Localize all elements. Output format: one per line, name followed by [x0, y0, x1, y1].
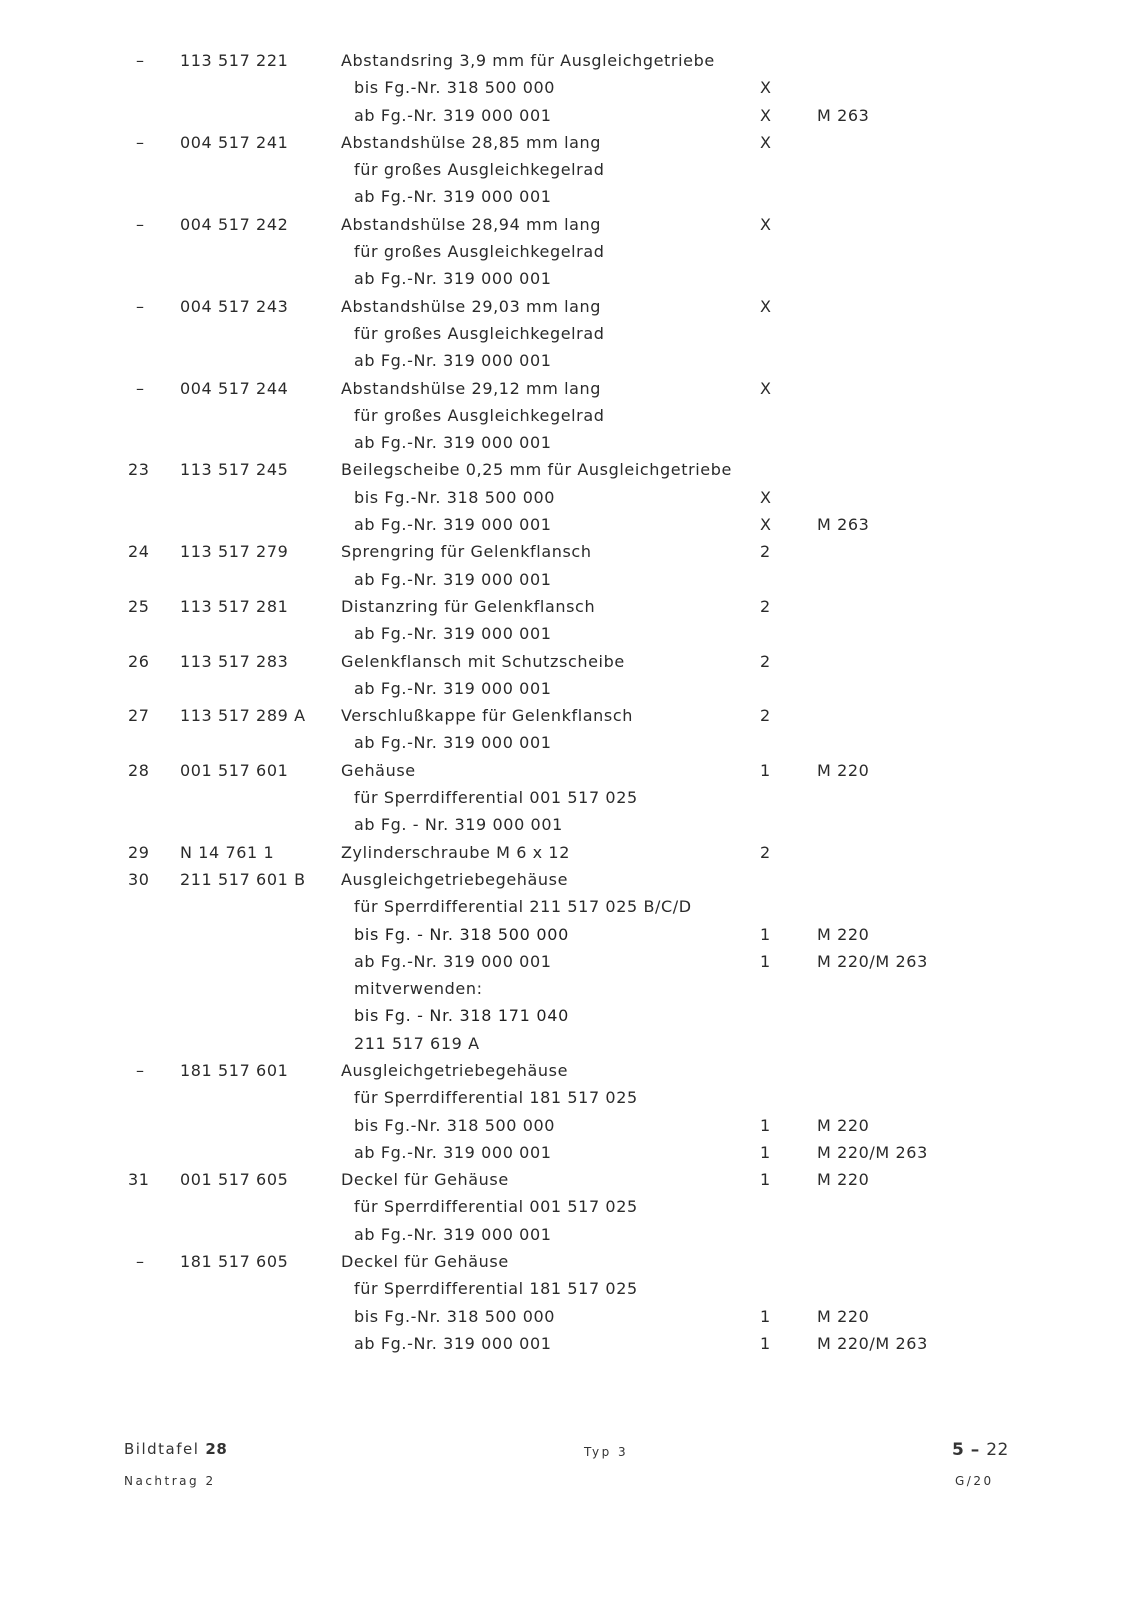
table-row — [0, 1249, 1136, 1276]
remark: M 220 — [817, 1306, 870, 1326]
quantity: 1 — [760, 760, 771, 780]
table-row — [0, 485, 1136, 512]
part-number: 004 517 242 — [180, 214, 289, 234]
table-row — [0, 266, 1136, 293]
position-number: 31 — [128, 1170, 150, 1190]
description: ab Fg.-Nr. 319 000 001 — [354, 951, 552, 971]
part-number: 113 517 283 — [180, 651, 289, 671]
table-row — [0, 649, 1136, 676]
position-number: – — [136, 296, 145, 316]
position-number: 25 — [128, 596, 150, 616]
bildtafel-number: 28 — [205, 1440, 228, 1458]
page-number: 22 — [986, 1440, 1009, 1460]
bildtafel-label: Bildtafel — [124, 1440, 200, 1458]
table-row — [0, 894, 1136, 921]
table-row — [0, 621, 1136, 648]
part-number: 004 517 244 — [180, 378, 289, 398]
position-number: – — [136, 51, 145, 70]
table-row — [0, 539, 1136, 566]
table-row — [0, 922, 1136, 949]
part-number: 113 517 281 — [180, 596, 289, 616]
table-row — [0, 1276, 1136, 1303]
description: für großes Ausgleichkegelrad — [354, 242, 605, 262]
description: ab Fg.-Nr. 319 000 001 — [354, 1224, 552, 1244]
footer-bildtafel — [124, 1440, 227, 1458]
table-row — [0, 1140, 1136, 1167]
description: bis Fg.-Nr. 318 500 000 — [354, 487, 556, 507]
description: ab Fg.-Nr. 319 000 001 — [354, 105, 552, 125]
description: ab Fg.-Nr. 319 000 001 — [354, 624, 552, 644]
description: Gelenkflansch mit Schutzscheibe — [341, 651, 625, 671]
table-row — [0, 239, 1136, 266]
table-row — [0, 103, 1136, 130]
table-row — [0, 430, 1136, 457]
quantity: 1 — [760, 1306, 771, 1326]
quantity: 2 — [760, 651, 771, 671]
quantity: 1 — [760, 1115, 771, 1135]
quantity: 2 — [760, 542, 771, 562]
description: bis Fg. - Nr. 318 500 000 — [354, 924, 569, 944]
table-row — [0, 512, 1136, 539]
remark: M 220/M 263 — [817, 1333, 928, 1353]
description: ab Fg.-Nr. 319 000 001 — [354, 678, 552, 698]
table-row — [0, 48, 1136, 75]
table-row — [0, 1058, 1136, 1085]
table-row — [0, 1194, 1136, 1221]
table-row — [0, 1222, 1136, 1249]
quantity: 1 — [760, 1333, 771, 1353]
position-number: 30 — [128, 869, 150, 889]
description: bis Fg.-Nr. 318 500 000 — [354, 1306, 556, 1326]
part-number: 211 517 601 B — [180, 869, 306, 889]
table-row — [0, 976, 1136, 1003]
table-row — [0, 130, 1136, 157]
description: ab Fg.-Nr. 319 000 001 — [354, 569, 552, 589]
part-number: N 14 761 1 — [180, 842, 275, 862]
position-number: 28 — [128, 760, 150, 780]
table-row — [0, 703, 1136, 730]
table-row — [0, 212, 1136, 239]
quantity: X — [760, 214, 772, 234]
table-row — [0, 1085, 1136, 1112]
description: für Sperrdifferential 181 517 025 — [354, 1279, 638, 1299]
description: bis Fg.-Nr. 318 500 000 — [354, 78, 556, 98]
table-row — [0, 321, 1136, 348]
page-separator: – — [970, 1440, 980, 1460]
part-number: 113 517 245 — [180, 460, 289, 480]
part-number: 004 517 241 — [180, 132, 289, 152]
table-row — [0, 403, 1136, 430]
position-number: – — [136, 378, 145, 398]
table-row — [0, 1113, 1136, 1140]
footer-nachtrag: Nachtrag 2 — [124, 1474, 216, 1488]
part-number: 001 517 605 — [180, 1170, 289, 1190]
description: Deckel für Gehäuse — [341, 1170, 509, 1190]
description: Sprengring für Gelenkflansch — [341, 542, 592, 562]
table-row — [0, 730, 1136, 757]
quantity: X — [760, 487, 772, 507]
table-row — [0, 184, 1136, 211]
position-number: – — [136, 1060, 145, 1080]
description: für großes Ausgleichkegelrad — [354, 160, 605, 180]
table-row — [0, 1031, 1136, 1058]
position-number: – — [136, 132, 145, 152]
remark: M 220/M 263 — [817, 1142, 928, 1162]
table-row — [0, 348, 1136, 375]
page-section: 5 — [952, 1440, 965, 1460]
table-row — [0, 758, 1136, 785]
description: Distanzring für Gelenkflansch — [341, 596, 596, 616]
description: für großes Ausgleichkegelrad — [354, 405, 605, 425]
description: Gehäuse — [341, 760, 416, 780]
description: für Sperrdifferential 001 517 025 — [354, 788, 638, 808]
quantity: 1 — [760, 924, 771, 944]
description: Ausgleichgetriebegehäuse — [341, 869, 569, 889]
part-number: 001 517 601 — [180, 760, 289, 780]
position-number: 24 — [128, 542, 150, 562]
table-row — [0, 840, 1136, 867]
footer-code: G/20 — [955, 1474, 994, 1488]
description: ab Fg.-Nr. 319 000 001 — [354, 733, 552, 753]
description: für Sperrdifferential 211 517 025 B/C/D — [354, 897, 692, 917]
description: Verschlußkappe für Gelenkflansch — [341, 706, 633, 726]
description: Ausgleichgetriebegehäuse — [341, 1060, 569, 1080]
table-row — [0, 812, 1136, 839]
description: Abstandshülse 29,03 mm lang — [341, 296, 602, 316]
table-row — [0, 676, 1136, 703]
description: ab Fg.-Nr. 319 000 001 — [354, 269, 552, 289]
table-row — [0, 457, 1136, 484]
quantity: 2 — [760, 706, 771, 726]
position-number: – — [136, 214, 145, 234]
description: ab Fg.-Nr. 319 000 001 — [354, 515, 552, 535]
table-row — [0, 1331, 1136, 1358]
table-row — [0, 376, 1136, 403]
quantity: X — [760, 378, 772, 398]
remark: M 263 — [817, 105, 870, 125]
position-number: 26 — [128, 651, 150, 671]
remark: M 220 — [817, 1115, 870, 1135]
quantity: X — [760, 78, 772, 98]
table-row — [0, 867, 1136, 894]
position-number: 27 — [128, 706, 150, 726]
description: für Sperrdifferential 001 517 025 — [354, 1197, 638, 1217]
description: Zylinderschraube M 6 x 12 — [341, 842, 570, 862]
table-row — [0, 75, 1136, 102]
quantity: 2 — [760, 596, 771, 616]
remark: M 263 — [817, 515, 870, 535]
footer-page-number — [952, 1440, 1009, 1460]
quantity: 1 — [760, 951, 771, 971]
table-row — [0, 1167, 1136, 1194]
quantity: X — [760, 296, 772, 316]
part-number: 113 517 279 — [180, 542, 289, 562]
parts-table — [0, 48, 1136, 1358]
description: bis Fg. - Nr. 318 171 040 — [354, 1006, 569, 1026]
description: für Sperrdifferential 181 517 025 — [354, 1088, 638, 1108]
table-row — [0, 1304, 1136, 1331]
description: Deckel für Gehäuse — [341, 1252, 509, 1272]
position-number: 23 — [128, 460, 150, 480]
table-row — [0, 594, 1136, 621]
quantity: X — [760, 132, 772, 152]
description: Abstandshülse 28,85 mm lang — [341, 132, 602, 152]
description: Beilegscheibe 0,25 mm für Ausgleichgetriebe — [341, 460, 732, 480]
description: Abstandshülse 29,12 mm lang — [341, 378, 602, 398]
remark: M 220/M 263 — [817, 951, 928, 971]
description: für großes Ausgleichkegelrad — [354, 323, 605, 343]
quantity: X — [760, 105, 772, 125]
remark: M 220 — [817, 924, 870, 944]
position-number: – — [136, 1252, 145, 1272]
table-row — [0, 949, 1136, 976]
description: mitverwenden: — [354, 979, 483, 999]
part-number: 004 517 243 — [180, 296, 289, 316]
remark: M 220 — [817, 1170, 870, 1190]
part-number: 113 517 289 A — [180, 706, 306, 726]
quantity: X — [760, 515, 772, 535]
description: ab Fg.-Nr. 319 000 001 — [354, 1142, 552, 1162]
part-number: 181 517 601 — [180, 1060, 289, 1080]
description: ab Fg.-Nr. 319 000 001 — [354, 351, 552, 371]
table-row — [0, 294, 1136, 321]
position-number: 29 — [128, 842, 150, 862]
part-number: 113 517 221 — [180, 51, 289, 70]
quantity: 1 — [760, 1170, 771, 1190]
table-row — [0, 785, 1136, 812]
description: bis Fg.-Nr. 318 500 000 — [354, 1115, 556, 1135]
table-row — [0, 1003, 1136, 1030]
table-row — [0, 157, 1136, 184]
quantity: 2 — [760, 842, 771, 862]
description: ab Fg.-Nr. 319 000 001 — [354, 187, 552, 207]
footer-typ: Typ 3 — [584, 1445, 629, 1459]
description: 211 517 619 A — [354, 1033, 480, 1053]
quantity: 1 — [760, 1142, 771, 1162]
part-number: 181 517 605 — [180, 1252, 289, 1272]
description: ab Fg. - Nr. 319 000 001 — [354, 815, 563, 835]
description: ab Fg.-Nr. 319 000 001 — [354, 1333, 552, 1353]
description: Abstandshülse 28,94 mm lang — [341, 214, 602, 234]
remark: M 220 — [817, 760, 870, 780]
description: Abstandsring 3,9 mm für Ausgleichgetriebe — [341, 51, 715, 70]
description: ab Fg.-Nr. 319 000 001 — [354, 433, 552, 453]
table-row — [0, 567, 1136, 594]
